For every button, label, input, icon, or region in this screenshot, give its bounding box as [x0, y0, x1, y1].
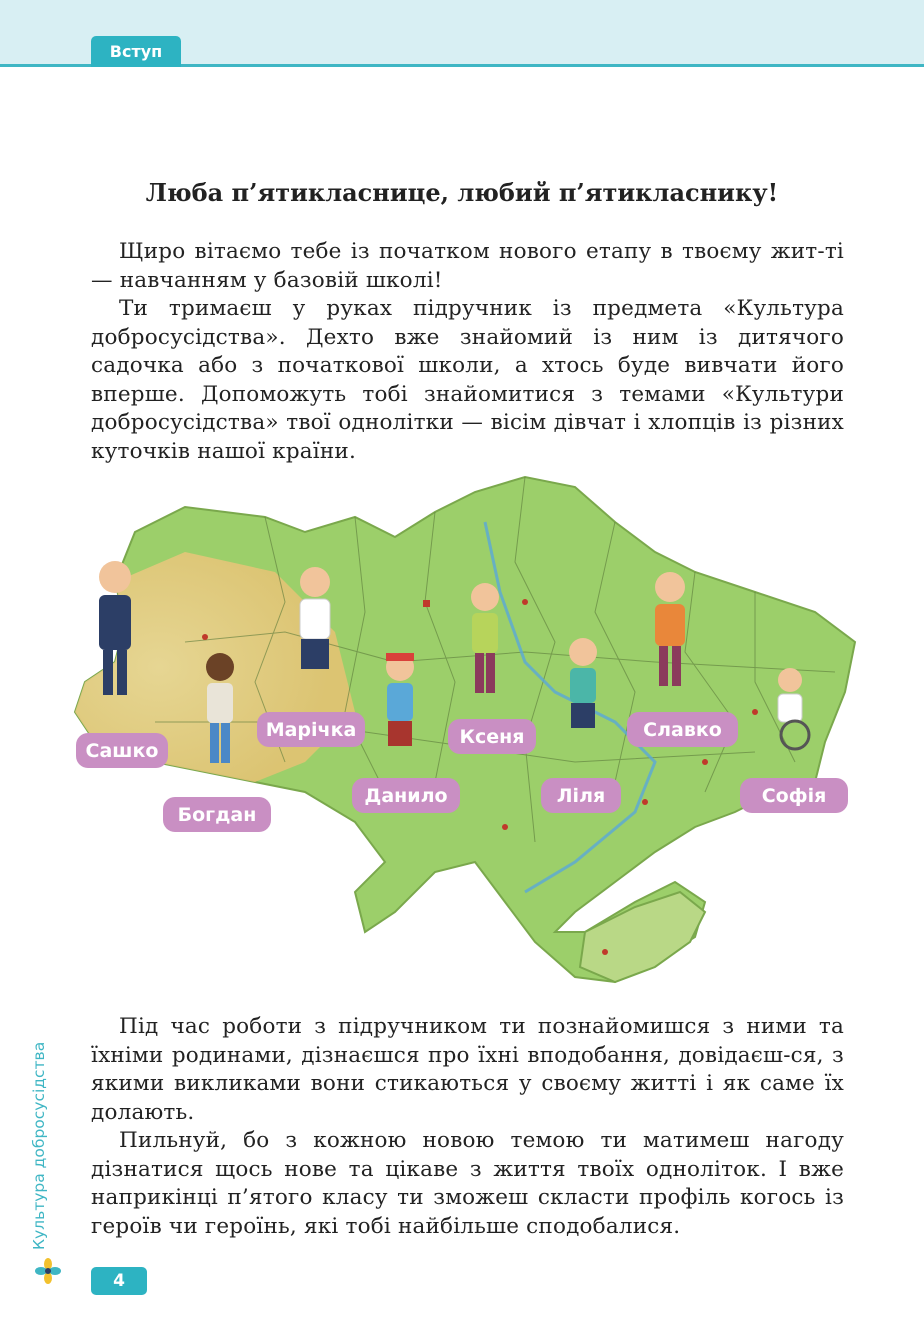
section-tab: Вступ [91, 36, 181, 67]
name-tag-danylo: Данило [352, 778, 460, 813]
name-tag-bohdan: Богдан [163, 797, 271, 832]
intro-paragraph-1: Щиро вітаємо тебе із початком нового етапу в твоєму жит-ті — навчанням у базовій школі! [91, 239, 844, 293]
intro-text [91, 238, 844, 466]
intro-paragraph-2: Ти тримаєш у руках підручник із предмета «Культура добросусідства». Дехто вже знайомий із ним із дитячого садочка або з початкової школи, а хтось буде вивчати його вперше. Допоможуть тобі знайомитися з темами «Культури добросусідства» твої однолітки — вісім дівчат і хлопців із різних куточків нашої країни. [91, 296, 844, 464]
name-tag-marichka: Марічка [257, 712, 365, 747]
name-tag-sashko: Сашко [76, 733, 168, 768]
name-tag-ksenia: Ксеня [448, 719, 536, 754]
outro-paragraph-1: Під час роботи з підручником ти познайомишся з ними та їхніми родинами, дізнаєшся про їхні вподобання, довідаєш-ся, з якими викликами вони стикаються у своєму житті і як саме їх долають. [91, 1014, 844, 1125]
name-tag-lilia: Ліля [541, 778, 621, 813]
name-tag-slavko: Славко [627, 712, 738, 747]
page-number: 4 [91, 1267, 147, 1295]
name-tag-sofia: Софія [740, 778, 848, 813]
outro-paragraph-2: Пильнуй, бо з кожною новою темою ти матимеш нагоду дізнатися щось нове та цікаве з життя твоїх одноліток. І вже наприкінці п’ятого класу ти зможеш скласти профіль когось із героїв чи героїнь, які тобі найбільше сподобалися. [91, 1128, 844, 1239]
book-title-vertical: Культура добросусідства [30, 1041, 48, 1250]
page-title: Люба п’ятикласнице, любий п’ятикласнику! [145, 178, 779, 207]
flower-icon [35, 1258, 61, 1284]
outro-text [91, 1013, 844, 1241]
